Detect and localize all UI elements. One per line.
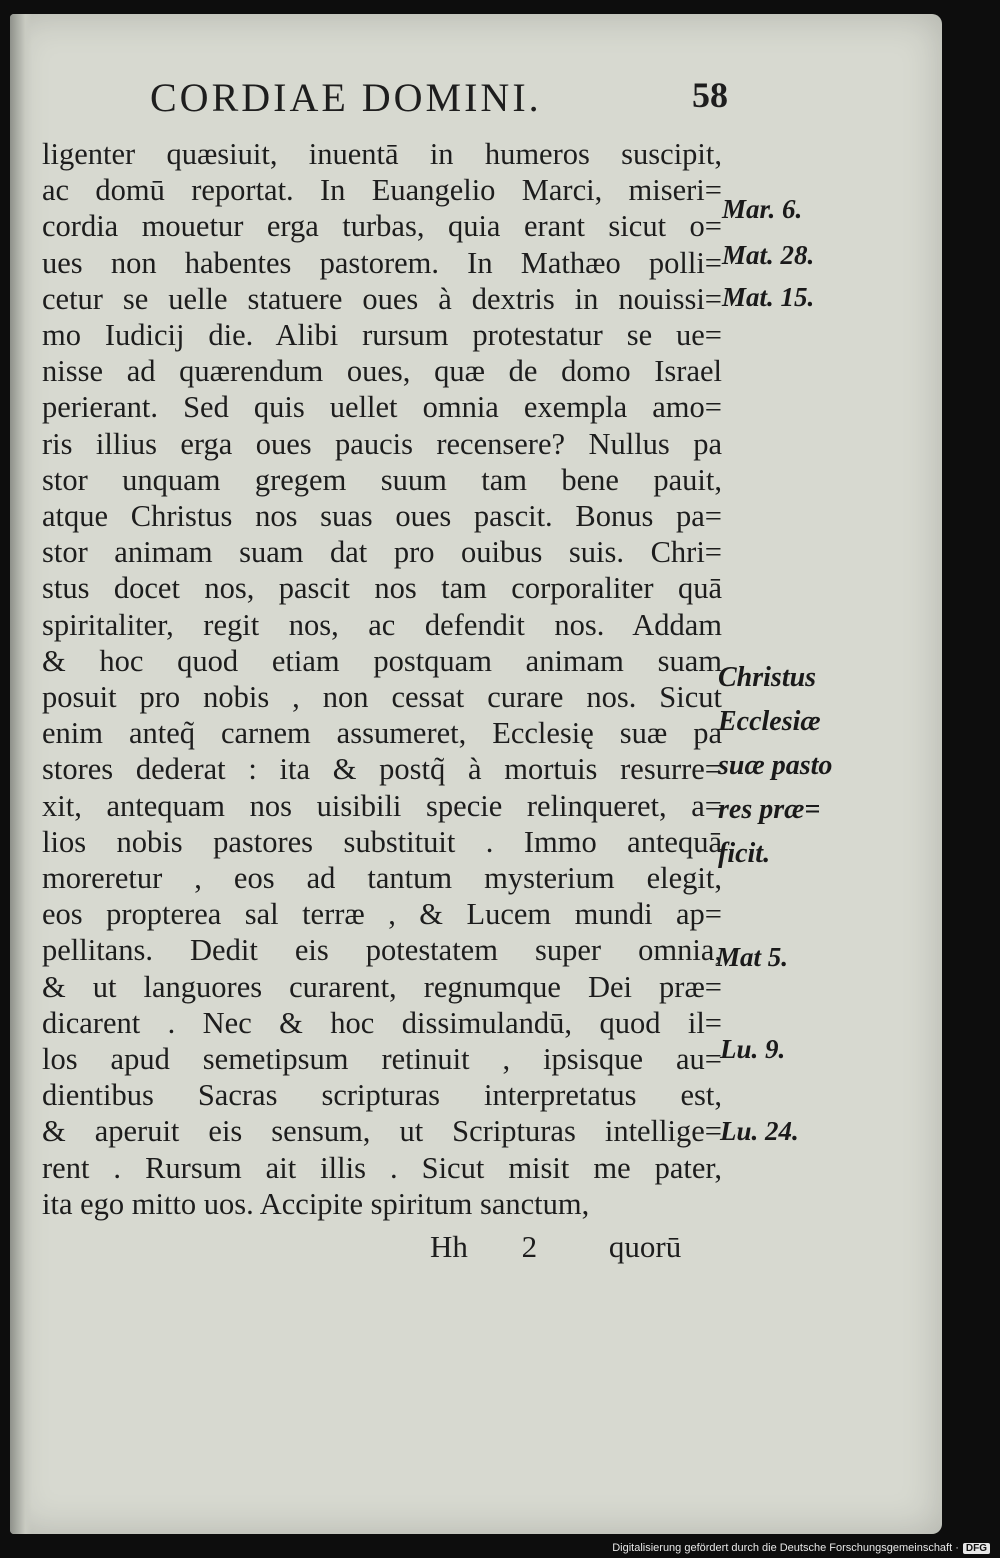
margin-note-line: res præ=: [718, 794, 821, 825]
text-line: rent . Rursum ait illis . Sicut misit me pater,: [42, 1150, 722, 1185]
text-line: perierant. Sed quis uellet omnia exempla amo=: [42, 390, 722, 425]
margin-note-mat28: Mat. 28.: [722, 240, 815, 270]
signature-line: [430, 1229, 681, 1265]
margin-note-line: suæ pasto: [718, 750, 833, 781]
signature-mark: Hh: [430, 1229, 468, 1264]
margin-note-lu9: Lu. 9.: [720, 1034, 786, 1064]
text-line: stores dederat : ita & postq̃ à mortuis resurre=: [42, 752, 722, 787]
text-line: stus docet nos, pascit nos tam corporaliter quā: [42, 571, 722, 606]
text-line: cetur se uelle statuere oues à dextris in nouissi=: [42, 281, 722, 316]
text-line: lios nobis pastores substituit . Immo antequā: [42, 824, 722, 859]
margin-note-christus: [718, 656, 832, 876]
text-line: dicarent . Nec & hoc dissimulandū, quod il=: [42, 1005, 722, 1040]
text-line: stor animam suam dat pro ouibus suis. Chri=: [42, 535, 722, 570]
text-line: & aperuit eis sensum, ut Scripturas intellige=: [42, 1114, 722, 1149]
text-line: ues non habentes pastorem. In Mathæo polli=: [42, 245, 722, 280]
text-line: dientibus Sacras scripturas interpretatus est,: [42, 1078, 722, 1113]
text-line: enim anteq̃ carnem assumeret, Ecclesię suæ pa: [42, 716, 722, 751]
catchword: quorū: [608, 1229, 682, 1264]
book-page: [10, 14, 942, 1534]
signature-number: 2: [521, 1229, 538, 1264]
text-line: & hoc quod etiam postquam animam suam: [42, 643, 722, 678]
text-line: & ut languores curarent, regnumque Dei præ=: [42, 969, 722, 1004]
margin-note-line: Ecclesiæ: [718, 706, 821, 737]
text-line: pellitans. Dedit eis potestatem super omnia,: [42, 933, 722, 968]
margin-note-line: ficit.: [718, 838, 771, 869]
text-line: ita ego mitto uos. Accipite spiritum sanctum,: [42, 1186, 590, 1221]
text-line: posuit pro nobis , non cessat curare nos. Sicut: [42, 680, 722, 715]
text-line: mo Iudicij die. Alibi rursum protestatur se ue=: [42, 318, 722, 353]
text-line: xit, antequam nos uisibili specie relinqueret, a=: [42, 788, 722, 823]
text-line: ligenter quæsiuit, inuentā in humeros suscipit,: [42, 137, 722, 171]
page-number: 58: [692, 75, 728, 115]
text-line: ris illius erga oues paucis recensere? Nullus pa: [42, 426, 722, 461]
margin-note-line: Christus: [718, 662, 817, 693]
text-line: moreretur , eos ad tantum mysterium elegit,: [42, 861, 722, 896]
running-title: CORDIAE DOMINI.: [150, 75, 542, 120]
text-line: stor unquam gregem suum tam bene pauit,: [42, 462, 722, 497]
text-line: los apud semetipsum retinuit , ipsisque au=: [42, 1042, 722, 1077]
text-line: atque Christus nos suas oues pascit. Bonus pa=: [42, 499, 722, 534]
margin-note-lu24: Lu. 24.: [720, 1116, 799, 1146]
text-line: cordia mouetur erga turbas, quia erant sicut o=: [42, 209, 722, 244]
margin-note-mar6: Mar. 6.: [722, 194, 803, 224]
text-line: ac domū reportat. In Euangelio Marci, miseri=: [42, 173, 722, 208]
text-line: spiritaliter, regit nos, ac defendit nos. Addam: [42, 607, 722, 642]
dfg-logo: DFG: [963, 1543, 990, 1554]
margin-note-mat5: Mat 5.: [716, 942, 789, 972]
body-text: [42, 136, 722, 1222]
text-line: eos propterea sal terræ , & Lucem mundi ap=: [42, 897, 722, 932]
text-line: nisse ad quærendum oues, quæ de domo Israel: [42, 354, 722, 389]
margin-note-mat15: Mat. 15.: [722, 282, 815, 312]
digitization-credit: [612, 1542, 990, 1554]
credit-text: Digitalisierung gefördert durch die Deutsche Forschungsgemeinschaft ·: [612, 1542, 959, 1554]
